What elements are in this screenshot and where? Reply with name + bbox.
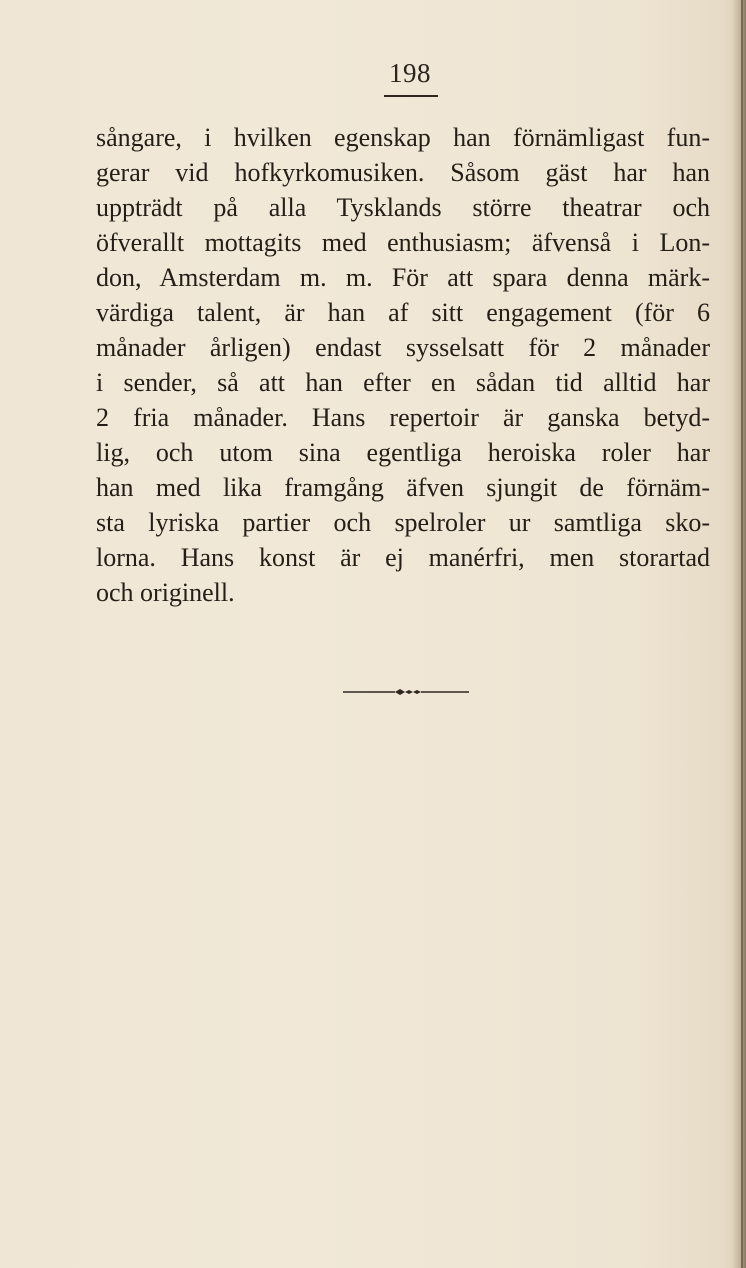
text-line: sångare, i hvilken egenskap han förnämligast fun- (96, 123, 710, 152)
text-line: lig, och utom sina egentliga heroiska roler har (96, 438, 710, 467)
text-line: månader årligen) endast sysselsatt för 2 månader (96, 333, 710, 362)
text-line: gerar vid hofkyrkomusiken. Såsom gäst har han (96, 158, 710, 187)
text-line-last: och originell. (96, 578, 235, 607)
text-line: värdiga talent, är han af sitt engagement (för 6 (96, 298, 710, 327)
body-text (96, 120, 710, 610)
text-line: öfverallt mottagits med enthusiasm; äfvenså i Lon- (96, 228, 710, 257)
page-number: 198 (389, 58, 431, 88)
text-line: sta lyriska partier och spelroler ur samtliga sko- (96, 508, 710, 537)
text-line: 2 fria månader. Hans repertoir är ganska betyd- (96, 403, 710, 432)
text-line: han med lika framgång äfven sjungit de förnäm- (96, 473, 710, 502)
page-edge-shadow (732, 0, 746, 1268)
text-line: don, Amsterdam m. m. För att spara denna märk- (96, 263, 710, 292)
page-edge-line (741, 0, 743, 1268)
end-ornament-icon (343, 687, 471, 697)
text-line: i sender, så att han efter en sådan tid alltid har (96, 368, 710, 397)
page-number-rule (384, 95, 438, 97)
text-line: uppträdt på alla Tysklands större theatrar och (96, 193, 710, 222)
text-line: lorna. Hans konst är ej manérfri, men storartad (96, 543, 710, 572)
